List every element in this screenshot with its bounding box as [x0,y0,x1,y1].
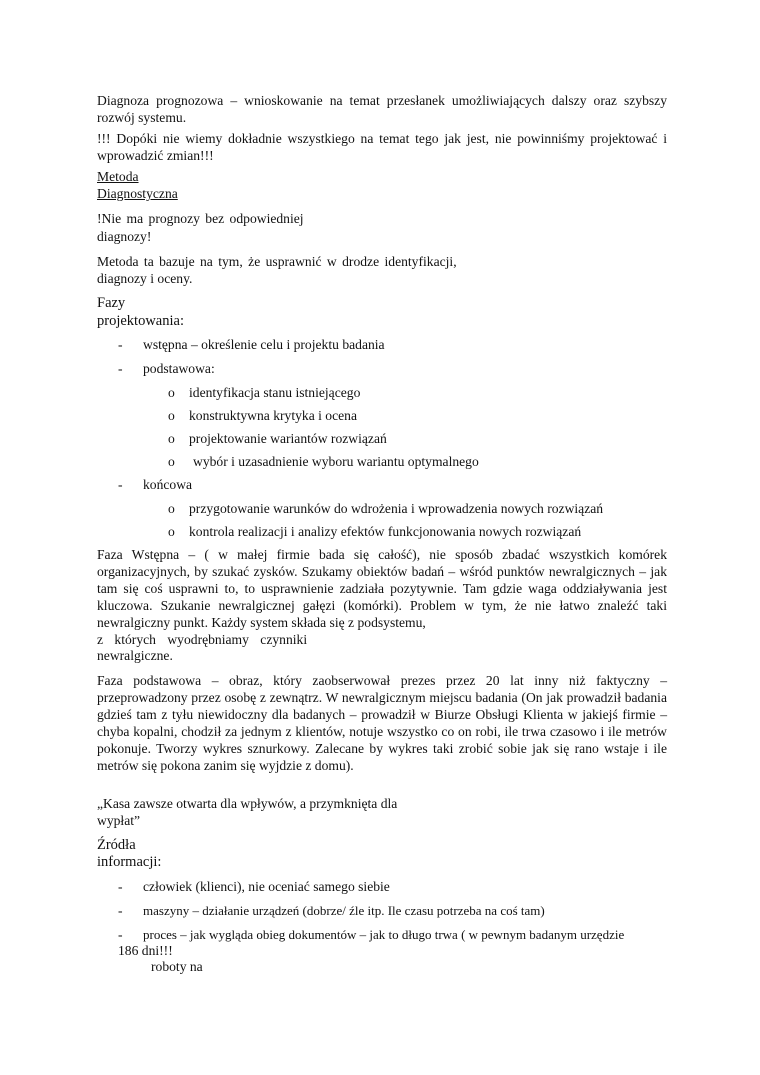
list-item-label: podstawowa: [143,361,215,376]
paragraph-faza-wstepna-line3: newralgiczne. [97,648,173,663]
sub-list-item-label: wybór i uzasadnienie wyboru wariantu optymalnego [193,454,479,469]
trailing-fragment: roboty na [151,959,203,974]
paragraph-metoda-line2: diagnozy i oceny. [97,271,193,286]
heading-metoda-line1: Metoda [97,169,139,184]
sub-list-item-label: przygotowanie warunków do wdrożenia i wprowadzenia nowych rozwiązań [189,501,604,516]
dash-marker: - [118,361,123,376]
paragraph-prognozy-line2: diagnozy! [97,229,152,244]
heading-zrodla-line1: Źródła [97,837,136,853]
dash-marker: - [118,879,123,894]
dash-marker: - [118,337,123,352]
list-item-label: maszyny – działanie urządzeń (dobrze/ źle itp. Ile czasu potrzeba na coś tam) [143,903,545,918]
paragraph-faza-podstawowa: Faza podstawowa – obraz, który zaobserwował prezes przez 20 lat inny niż faktyczny – przeprowadzony przez osobę z zewnątrz. W newralgicznym miejscu badania (On jak prowadził badania gdzieś tam z tyłu niewidoczny dla badanych – prowadził w Biurze Obsługi Klienta w jakiejś firmie – chyba kopalni, chodził za jednym z klientów, notuje wszystko co on robi, ile trwa czasowo i ile metrów pokonuje. Tworzy wykres sznurkowy. Zalecane by wykres taki zrobić sobie jak się rano wstaje i ile metrów się pokona zanim się wyjdzie z domu). [97,673,667,773]
heading-metoda-line2: Diagnostyczna [97,186,178,201]
paragraph-faza-wstepna: Faza Wstępna – ( w małej firmie bada się całość), nie sposób zbadać wszystkich komórek organizacyjnych, by szukać zysków. Szukamy obiektów badań – wśród punktów newralgicznych – jak tam się coś usprawni to, to usprawnienie zadziała pozytywnie. Tam gdzie waga oddziaływania jest kluczowa. Szukanie newralgicznej gałęzi (komórki). Problem w tym, że nie łatwo znaleźć taki newralgiczny punkt. Każdy system składa się z podsystemu, [97,547,667,630]
paragraph-faza-wstepna-line2: z których wyodrębniamy czynniki [97,632,308,647]
sub-list-item-label: kontrola realizacji i analizy efektów funkcjonowania nowych rozwiązań [189,524,582,539]
list-item-label: proces – jak wygląda obieg dokumentów – jak to długo trwa ( w pewnym badanym urzędzie [143,927,625,942]
dash-marker: - [118,477,123,492]
circle-marker: o [168,385,175,400]
quote-line2: wypłat” [97,813,141,828]
quote-line1: „Kasa zawsze otwarta dla wpływów, a przymknięta dla [97,796,398,811]
circle-marker: o [168,408,175,423]
dash-marker: - [118,903,123,918]
circle-marker: o [168,501,175,516]
paragraph-dopoki: !!! Dopóki nie wiemy dokładnie wszystkiego na temat tego jak jest, nie powinniśmy projektować i wprowadzić zmian!!! [97,131,667,163]
paragraph-metoda-line1: Metoda ta bazuje na tym, że usprawnić w drodze identyfikacji, [97,254,457,269]
heading-fazy-line1: Fazy [97,295,126,311]
dash-marker: - [118,927,123,942]
heading-fazy-line2: projektowania: [97,313,184,329]
circle-marker: o [168,524,175,539]
list-item-label: wstępna – określenie celu i projektu badania [143,337,385,352]
sub-list-item-label: identyfikacja stanu istniejącego [189,385,361,400]
circle-marker: o [168,454,175,469]
heading-zrodla-line2: informacji: [97,854,162,870]
sub-list-item-label: projektowanie wariantów rozwiązań [189,431,387,446]
sub-list-item-label: konstruktywna krytyka i ocena [189,408,357,423]
paragraph-prognozy-line1: !Nie ma prognozy bez odpowiedniej [97,211,304,226]
circle-marker: o [168,431,175,446]
paragraph-diagnoza-prognozowa: Diagnoza prognozowa – wnioskowanie na temat przesłanek umożliwiających dalszy oraz szybszy rozwój systemu. [97,93,667,125]
list-item-continuation: 186 dni!!! [118,943,173,958]
list-item-label: końcowa [143,477,193,492]
list-item-label: człowiek (klienci), nie oceniać samego siebie [143,879,390,894]
